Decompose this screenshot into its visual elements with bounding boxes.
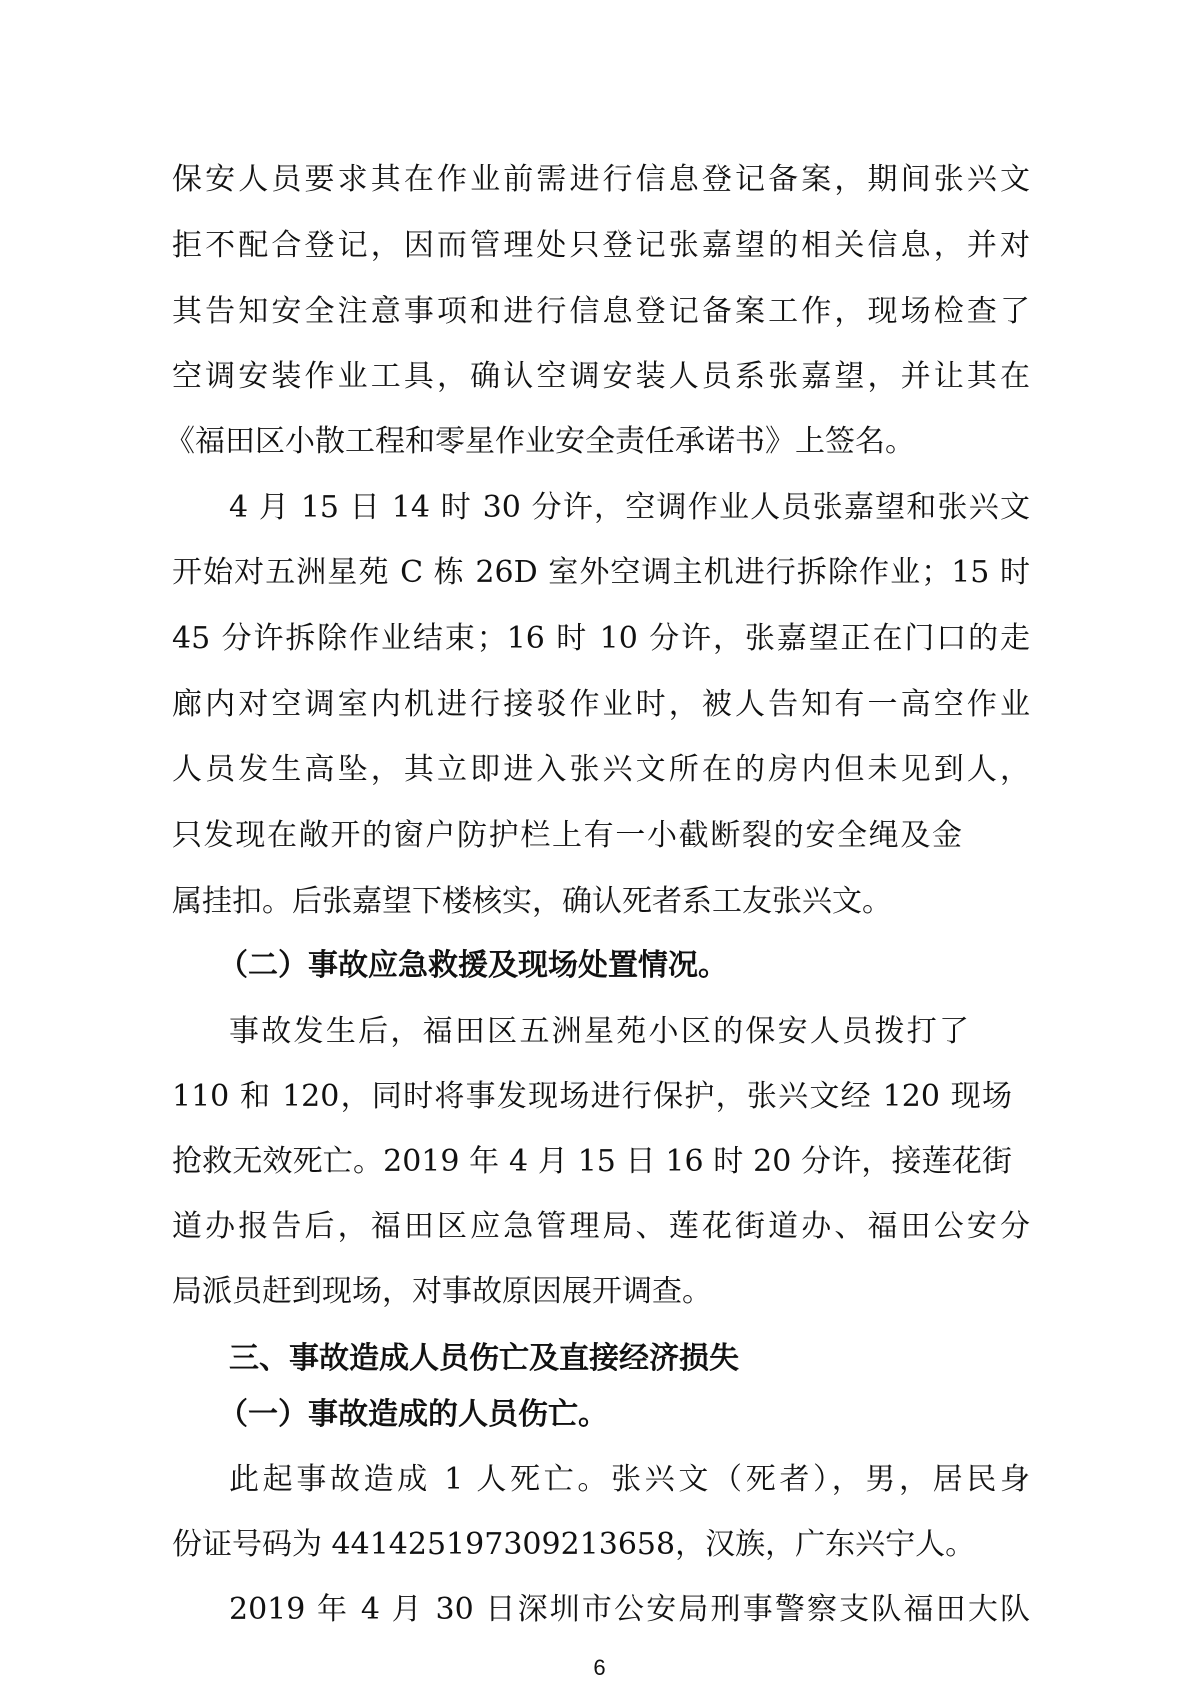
text-line: 份证号码为 441425197309213658，汉族，广东兴宁人。 <box>172 1527 976 1562</box>
chapter-heading: 三、事故造成人员伤亡及直接经济损失 <box>229 1341 739 1376</box>
text-line: 人员发生高坠，其立即进入张兴文所在的房内但未见到人， <box>172 752 1030 787</box>
text-line: 110 和 120，同时将事发现场进行保护，张兴文经 120 现场 <box>172 1079 1012 1114</box>
text-line: 开始对五洲星苑 C 栋 26D 室外空调主机进行拆除作业；15 时 <box>172 555 1030 590</box>
text-line: 事故发生后，福田区五洲星苑小区的保安人员拨打了 <box>229 1014 969 1049</box>
text-line: 廊内对空调室内机进行接驳作业时，被人告知有一高空作业 <box>172 687 1030 722</box>
page-number: 6 <box>593 1655 606 1680</box>
text-line: 此起事故造成 1 人死亡。张兴文（死者），男，居民身 <box>229 1462 1030 1497</box>
text-line: 《福田区小散工程和零星作业安全责任承诺书》上签名。 <box>165 424 915 459</box>
text-line: 拒不配合登记，因而管理处只登记张嘉望的相关信息，并对 <box>172 228 1030 263</box>
text-line: 保安人员要求其在作业前需进行信息登记备案，期间张兴文 <box>172 162 1030 197</box>
text-line: 属挂扣。后张嘉望下楼核实，确认死者系工友张兴文。 <box>172 884 892 919</box>
text-line: 其告知安全注意事项和进行信息登记备案工作，现场检查了 <box>172 294 1030 329</box>
text-line: 空调安装作业工具，确认空调安装人员系张嘉望，并让其在 <box>172 359 1030 394</box>
text-line: 4 月 15 日 14 时 30 分许，空调作业人员张嘉望和张兴文 <box>229 490 1030 525</box>
text-line: 道办报告后，福田区应急管理局、莲花街道办、福田公安分 <box>172 1209 1030 1244</box>
text-line: 2019 年 4 月 30 日深圳市公安局刑事警察支队福田大队 <box>229 1592 1030 1627</box>
text-line: 抢救无效死亡。2019 年 4 月 15 日 16 时 20 分许，接莲花街 <box>172 1144 1012 1179</box>
text-line: 只发现在敞开的窗户防护栏上有一小截断裂的安全绳及金 <box>172 818 962 853</box>
text-line: 45 分许拆除作业结束；16 时 10 分许，张嘉望正在门口的走 <box>172 621 1030 656</box>
section-heading: （二）事故应急救援及现场处置情况。 <box>218 948 728 983</box>
section-heading: （一）事故造成的人员伤亡。 <box>218 1397 608 1432</box>
text-line: 局派员赶到现场，对事故原因展开调查。 <box>172 1274 712 1309</box>
